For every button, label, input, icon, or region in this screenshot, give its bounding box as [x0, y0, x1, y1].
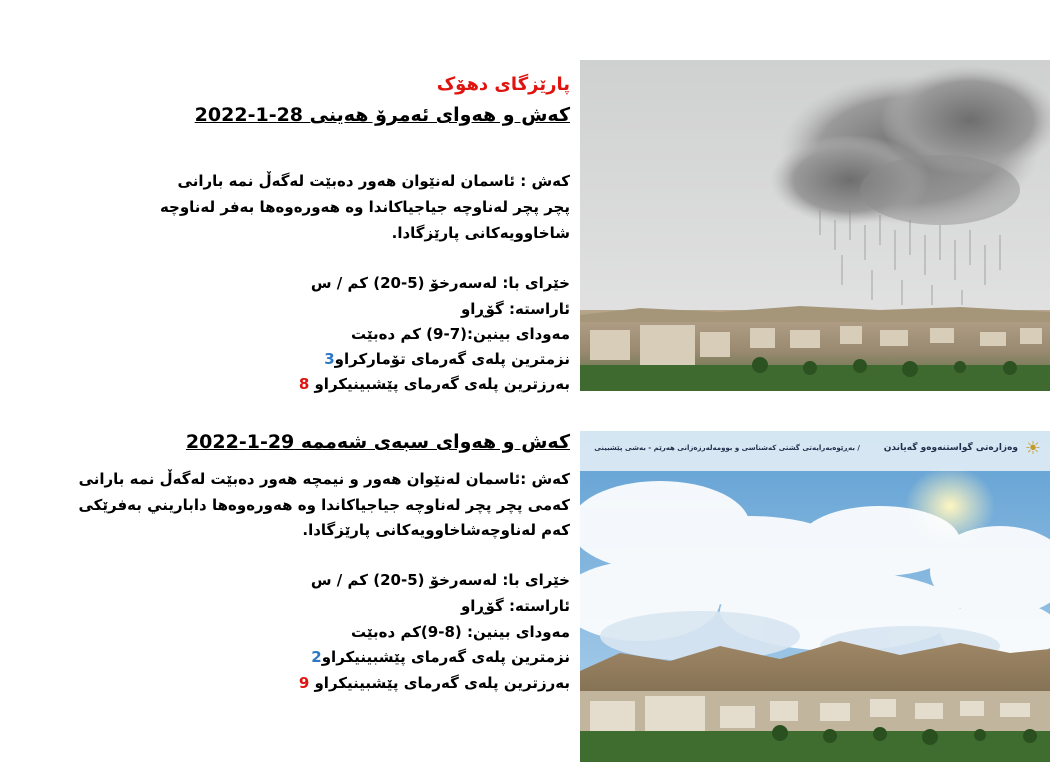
day2-direction: ئاراستە: گۆڕاو — [460, 597, 570, 615]
day1-heading: کەش و هەوای ئەمرۆ هەینی 28-1-2022 — [194, 104, 570, 126]
day1-max-temp-label: بەرزترین پلەی گەرمای پێشبینیکراو — [314, 375, 570, 393]
day2-min-temp-value: 2 — [311, 648, 322, 666]
day1-min-temp — [324, 346, 570, 372]
province-title: پارێزگای دهۆک — [436, 74, 570, 95]
directorate-name: / بەڕێوەبەرایەتی گشتی کەشناسی و بوومەلەرزەزانی هەرێم - بەشی پێشبینی — [594, 444, 860, 452]
day1-wind: خێرای با: لەسەرخۆ (5-20) کم / س — [310, 274, 570, 292]
day2-forecast — [78, 428, 570, 728]
day2-visibility: مەودای بینین: (8-9)کم دەبێت — [351, 623, 570, 641]
day1-forecast — [159, 70, 570, 400]
day2-min-temp-label: نزمترین پلەی گەرمای پێشبینیکراو — [321, 648, 570, 666]
day1-max-temp — [299, 371, 570, 397]
day1-description-line-2: پچر پچر لەناوچە جیاجیاکاندا وە هەورەوەها بەفر لەناوچە — [159, 198, 570, 216]
day2-min-temp — [311, 644, 570, 670]
ministry-name: وەزارەتی گواستنەوەو گەیاندن — [883, 443, 1018, 453]
day2-description-line-3: کەم لەناوچەشاخاوویەکانی پارێزگادا. — [302, 521, 570, 539]
rain-cloud-city-photo — [580, 60, 1050, 391]
partly-cloudy-city-photo — [580, 431, 1050, 762]
day1-direction: ئاراستە: گۆڕاو — [460, 300, 570, 318]
day2-max-temp — [299, 670, 570, 696]
day2-max-temp-value: 9 — [298, 674, 310, 692]
day2-max-temp-label: بەرزترین پلەی گەرمای پێشبینیکراو — [314, 674, 570, 692]
day1-visibility: مەودای بینین:(7-9) کم دەبێت — [351, 325, 570, 343]
ministry-emblem-icon: ☀ — [1024, 438, 1042, 459]
day1-max-temp-value: 8 — [298, 375, 310, 393]
day1-min-temp-value: 3 — [324, 350, 335, 368]
day2-wind: خێرای با: لەسەرخۆ (5-20) کم / س — [310, 571, 570, 589]
day1-description-line-1: کەش : ئاسمان لەنێوان هەور دەبێت لەگەڵ نمە بارانی — [177, 172, 570, 190]
ministry-banner — [580, 435, 1050, 467]
day2-description-line-2: کەمی پچر پچر لەناوچە جیاجیاکاندا وە هەورەوەها داباریني بەفرێکی — [78, 496, 570, 514]
day1-description-line-3: شاخاوویەکانی پارێزگادا. — [391, 224, 570, 242]
day1-min-temp-label: نزمترین پلەی گەرمای تۆمارکراو — [334, 350, 570, 368]
day2-heading: کەش و هەوای سبەی شەممە 29-1-2022 — [185, 431, 570, 453]
day2-description-line-1: کەش :ئاسمان لەنێوان هەور و نیمچە هەور دەبێت لەگەڵ نمە بارانی — [78, 470, 570, 488]
